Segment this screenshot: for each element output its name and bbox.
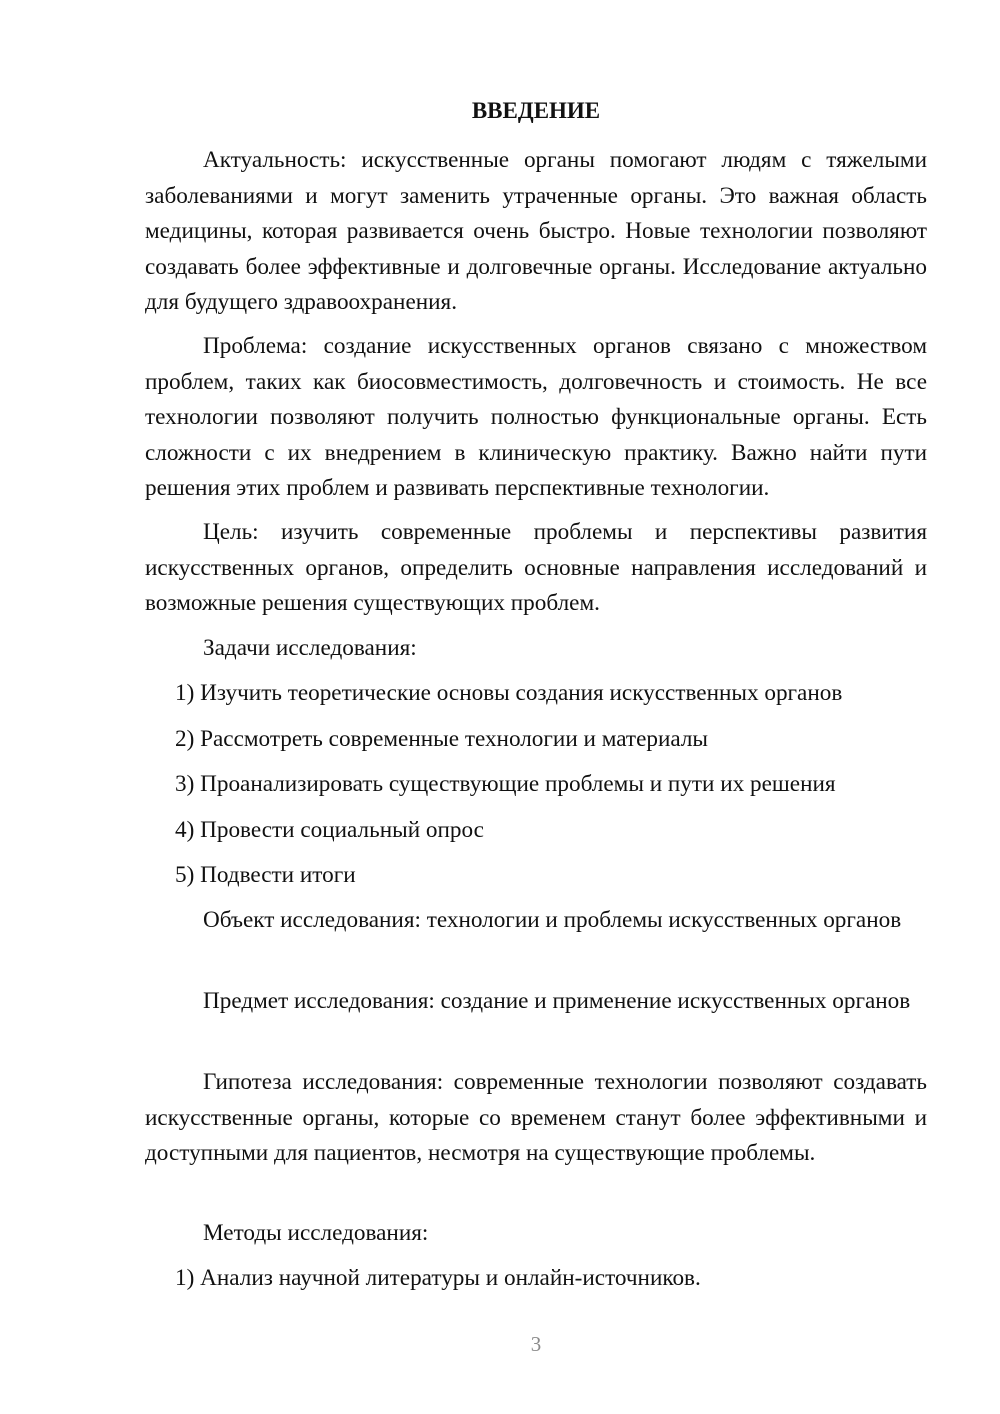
- problem-paragraph: Проблема: создание искусственных органов связано с множеством проблем, таких как биосовместимость, долговечность и стоимость. Не все технологии позволяют получить полностью функциональные органы. Есть сложности с их внедрением в клиническую практику. Важно найти пути решения этих проблем и развивать перспективные технологии.: [145, 333, 927, 501]
- task-item: 4) Провести социальный опрос: [175, 817, 484, 843]
- task-item: 2) Рассмотреть современные технологии и материалы: [175, 726, 709, 752]
- task-item: 3) Проанализировать существующие проблемы и пути их решения: [175, 771, 836, 797]
- relevance-paragraph: Актуальность: искусственные органы помогают людям с тяжелыми заболеваниями и могут заменить утраченные органы. Это важная область медицины, которая развивается очень быстро. Новые технологии позволяют создавать более эффективные и долговечные органы. Исследование актуально для будущего здравоохранения.: [145, 147, 927, 315]
- page-title: ВВЕДЕНИЕ: [471, 98, 601, 123]
- hypothesis-paragraph: Гипотеза исследования: современные технологии позволяют создавать искусственные органы, которые со временем станут более эффективными и доступными для пациентов, несмотря на существующие проблемы.: [145, 1069, 927, 1166]
- goal-paragraph: Цель: изучить современные проблемы и перспективы развития искусственных органов, определить основные направления исследований и возможные решения существующих проблем.: [145, 519, 927, 616]
- page-number: 3: [530, 1332, 542, 1356]
- subject-paragraph: Предмет исследования: создание и применение искусственных органов: [203, 988, 911, 1014]
- object-paragraph: Объект исследования: технологии и проблемы искусственных органов: [203, 907, 902, 933]
- task-item: 1) Изучить теоретические основы создания искусственных органов: [175, 680, 843, 706]
- method-item: 1) Анализ научной литературы и онлайн-источников.: [175, 1265, 701, 1291]
- tasks-heading: Задачи исследования:: [203, 635, 417, 661]
- task-item: 5) Подвести итоги: [175, 862, 356, 888]
- methods-heading: Методы исследования:: [203, 1220, 429, 1246]
